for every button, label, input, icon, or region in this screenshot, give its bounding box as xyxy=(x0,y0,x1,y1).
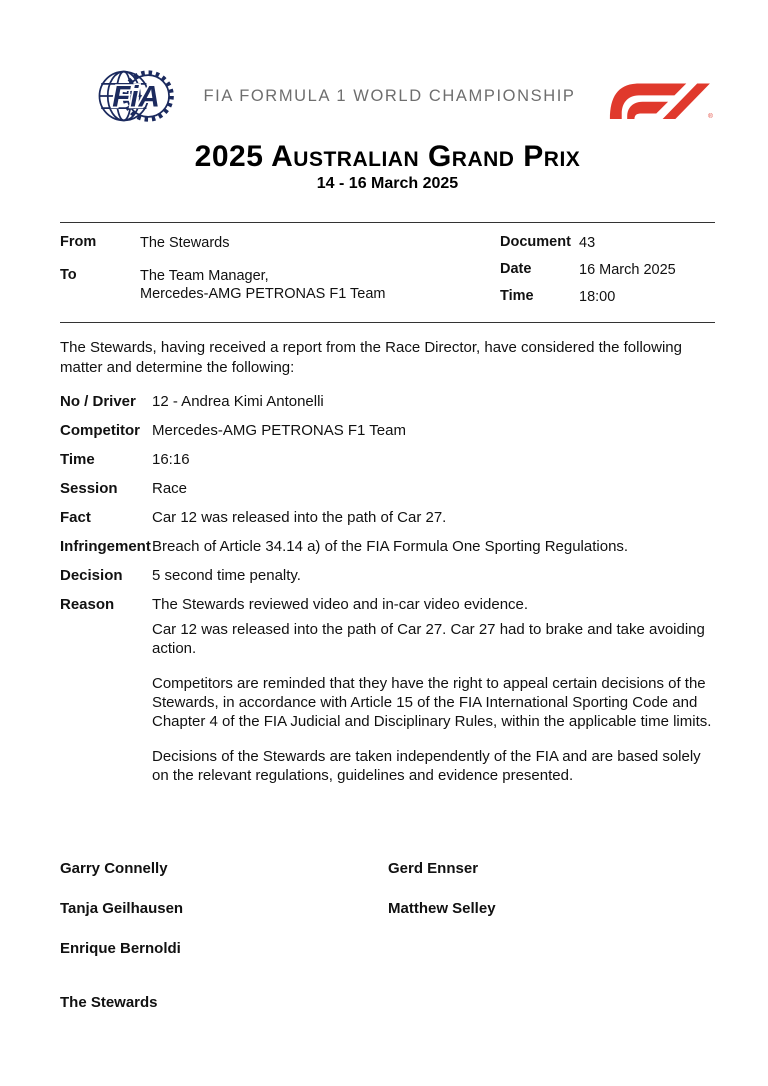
to-value-line1: The Team Manager, xyxy=(140,267,269,284)
session-value: Race xyxy=(152,480,188,497)
decision-label: Decision xyxy=(60,567,123,584)
signature-tanja-geilhausen: Tanja Geilhausen xyxy=(60,900,184,917)
reason-paragraph-4: Decisions of the Stewards are taken independently of the FIA and are based solely on the relevant regulations, guidelines and evidence presented. xyxy=(152,748,701,784)
signature-row-3 xyxy=(60,941,715,956)
championship-title: FIA FORMULA 1 WORLD CHAMPIONSHIP xyxy=(203,86,576,105)
from-label: From xyxy=(60,234,97,250)
reason-paragraph-3: Competitors are reminded that they have the right to appeal certain decisions of the Stewards, in accordance with Article 15 of the FIA International Sporting Code and Chapter 4 of the FIA Judicial and Disciplinary Rules, within the applicable time limits. xyxy=(152,675,712,730)
document-label: Document xyxy=(500,234,571,250)
fia-logo-icon xyxy=(96,62,176,130)
detail-row-session xyxy=(60,479,715,498)
detail-row-infringement xyxy=(60,537,715,556)
fia-logo-text: FiA xyxy=(112,80,160,114)
signature-closing: The Stewards xyxy=(60,994,158,1011)
detail-row-driver xyxy=(60,392,715,411)
signature-enrique-bernoldi: Enrique Bernoldi xyxy=(60,940,181,957)
f1-logo-icon xyxy=(603,79,715,119)
time-row-value: 16:16 xyxy=(152,451,190,468)
to-label: To xyxy=(60,266,77,283)
driver-value: 12 - Andrea Kimi Antonelli xyxy=(152,393,324,410)
detail-row-time xyxy=(60,450,715,469)
meta-table-left xyxy=(60,234,500,306)
signature-garry-connelly: Garry Connelly xyxy=(60,860,168,877)
infringement-value: Breach of Article 34.14 a) of the FIA Formula One Sporting Regulations. xyxy=(152,538,629,555)
date-value: 16 March 2025 xyxy=(579,262,676,278)
driver-label: No / Driver xyxy=(60,393,136,410)
document-header xyxy=(60,60,715,132)
reason-paragraphs xyxy=(152,595,715,785)
detail-row-fact xyxy=(60,508,715,527)
to-value-line2: Mercedes-AMG PETRONAS F1 Team xyxy=(140,285,386,302)
signatures-block xyxy=(60,861,715,1011)
time-label: Time xyxy=(500,288,534,304)
detail-row-competitor xyxy=(60,421,715,440)
event-dates: 14 - 16 March 2025 xyxy=(316,175,459,192)
reason-section xyxy=(60,595,715,785)
fact-label: Fact xyxy=(60,509,91,526)
session-label: Session xyxy=(60,480,118,497)
time-row-label: Time xyxy=(60,451,95,468)
signature-row-2 xyxy=(60,901,715,916)
from-value: The Stewards xyxy=(140,235,230,251)
document-value: 43 xyxy=(579,235,596,251)
signature-row-1 xyxy=(60,861,715,876)
time-value: 18:00 xyxy=(579,289,616,305)
to-value xyxy=(140,267,500,307)
infringement-label: Infringement xyxy=(60,538,151,555)
fact-value: Car 12 was released into the path of Car 27. xyxy=(152,509,447,526)
signature-gerd-ennser: Gerd Ennser xyxy=(388,860,479,877)
intro-paragraph: The Stewards, having received a report from the Race Director, have considered the following matter and determine the following: xyxy=(60,339,682,376)
competitor-label: Competitor xyxy=(60,422,140,439)
f1-registered-mark: ® xyxy=(708,113,713,119)
detail-row-decision xyxy=(60,566,715,585)
date-label: Date xyxy=(500,261,532,277)
signature-matthew-selley: Matthew Selley xyxy=(388,900,496,917)
reason-label: Reason xyxy=(60,596,115,613)
event-title: 2025 Australian Grand Prix xyxy=(194,140,581,173)
reason-paragraph-2: Car 12 was released into the path of Car 27. Car 27 had to brake and take avoiding action. xyxy=(152,621,705,657)
meta-table xyxy=(60,222,715,323)
competitor-value: Mercedes-AMG PETRONAS F1 Team xyxy=(152,422,406,439)
reason-paragraph-1: The Stewards reviewed video and in-car video evidence. xyxy=(152,596,529,613)
meta-table-right xyxy=(500,234,715,306)
decision-value: 5 second time penalty. xyxy=(152,567,301,584)
